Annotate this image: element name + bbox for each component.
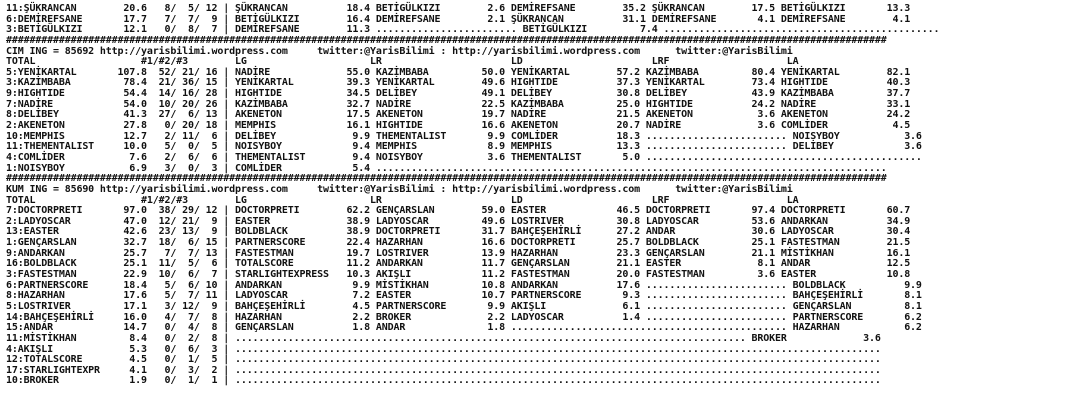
- text-line: 17:STARLIGHTEXPR 4.1 0/ 3/ 2 | ..............................................................................................................: [6, 364, 881, 376]
- text-line: 4:AKIŞLI 5.3 0/ 6/ 3 | ..............................................................................................................: [6, 343, 881, 355]
- text-line: 6:DEMİREFSANE 17.7 7/ 7/ 9 | BETİGÜLKIZI 16.4 DEMİREFSANE 2.1 ŞÜKRANCAN 31.1 DEMİREFSANE 4.1 DEMİREFSANE 4.1: [6, 13, 911, 25]
- text-line: 11:MİSTİKHAN 8.4 0/ 2/ 8 | ....................................................................................... BROKER 3.6: [6, 332, 881, 344]
- text-line: 3:KAZİMBABA 78.4 21/ 36/ 15 | YENİKARTAL 39.3 YENİKARTAL 49.6 HIGHTIDE 37.3 YENİKARTAL 73.4 HIGHTIDE 40.3: [6, 77, 911, 89]
- separator-line: ######################################################################################################################################################: [6, 173, 887, 185]
- text-line: 15:ANDAR 14.7 0/ 4/ 8 | GENÇARSLAN 1.8 ANDAR 1.8 ............................................... HAZARHAN 6.2: [6, 322, 922, 334]
- separator-line: ######################################################################################################################################################: [6, 34, 887, 46]
- text-line: TOTAL #1/#2/#3 LG LR LD LRF LA: [6, 194, 799, 206]
- text-line: 12:TOTALSCORE 4.5 0/ 1/ 5 | ..............................................................................................................: [6, 354, 881, 366]
- text-line: 16:BOLDBLACK 25.1 11/ 5/ 6 | TOTALSCORE 11.2 ANDARKAN 11.7 GENÇARSLAN 21.1 EASTER 8.1 ANDAR 12.5: [6, 258, 911, 270]
- text-line: 1:NOISYBOY 6.9 3/ 0/ 3 | COMLİDER 5.4 .......................................................................................: [6, 162, 887, 174]
- text-line: 8:HAZARHAN 17.6 5/ 7/ 11 | LADYOSCAR 7.2 EASTER 10.7 PARTNERSCORE 9.3 ........................ BAHÇEŞEHİRLİ 8.1: [6, 290, 922, 302]
- text-line: 14:BAHÇEŞEHİRLİ 16.0 4/ 7/ 8 | HAZARHAN 2.2 BROKER 2.2 LADYOSCAR 1.4 ........................ PARTNERSCORE 6.2: [6, 311, 922, 323]
- text-line: 4:COMLİDER 7.6 2/ 6/ 6 | THEMENTALIST 9.4 NOISYBOY 3.6 THEMENTALIST 5.0 ...............................................: [6, 151, 922, 163]
- text-line: 2:AKENETON 27.8 0/ 20/ 18 | MEMPHIS 16.1 HIGHTIDE 16.6 AKENETON 20.7 NADİRE 3.6 COMLİDER 4.5: [6, 120, 911, 132]
- text-line: 5:LOSTRIVER 17.1 3/ 12/ 9 | BAHÇEŞEHİRLİ 4.5 PARTNERSCORE 9.9 AKIŞLI 6.1 ........................ GENÇARSLAN 8.1: [6, 300, 922, 312]
- text-line: 7:DOCTORPRETI 97.0 38/ 29/ 12 | DOCTORPRETI 62.2 GENÇARSLAN 59.0 EASTER 46.5 DOCTORPRETI 97.4 DOCTORPRETI 60.7: [6, 205, 911, 217]
- text-line: 8:DELİBEY 41.3 27/ 6/ 13 | AKENETON 17.5 AKENETON 19.7 NADİRE 21.5 AKENETON 3.6 AKENETON 24.2: [6, 109, 911, 121]
- text-line: 9:ANDARKAN 25.7 7/ 7/ 13 | FASTESTMAN 19.7 LOSTRIVER 13.9 HAZARHAN 23.3 GENÇARSLAN 21.1 MİSTİKHAN 16.1: [6, 247, 911, 259]
- text-line: 11:ŞÜKRANCAN 20.6 8/ 5/ 12 | ŞÜKRANCAN 18.4 BETİGÜLKIZI 2.6 DEMİREFSANE 35.2 ŞÜKRANCAN 17.5 BETİGÜLKIZI 13.3: [6, 3, 911, 14]
- text-line: 3:BETİGÜLKIZI 12.1 0/ 8/ 7 | DEMİREFSANE 11.3 ........................ BETİGÜLKIZI 7.4 ...............................................: [6, 24, 940, 36]
- text-line: 5:YENİKARTAL 107.8 52/ 21/ 16 | NADİRE 55.0 KAZİMBABA 50.0 YENİKARTAL 57.2 KAZİMBABA 80.4 YENİKARTAL 82.1: [6, 66, 911, 78]
- text-line: CIM ING = 85692 http://yarisbilimi.wordpress.com twitter:@YarisBilimi : http://yarisbilimi.wordpress.com twitter:@YarisBilimi: [6, 45, 793, 57]
- text-line: 11:THEMENTALIST 10.0 5/ 0/ 5 | NOISYBOY 9.4 MEMPHIS 8.9 MEMPHIS 13.3 ........................ DELİBEY 3.6: [6, 141, 922, 153]
- text-line: 3:FASTESTMAN 22.9 10/ 6/ 7 | STARLIGHTEXPRESS 10.3 AKIŞLI 11.2 FASTESTMAN 20.0 FASTESTMAN 3.6 EASTER 10.8: [6, 269, 911, 281]
- text-line: 7:NADİRE 54.0 10/ 20/ 26 | KAZİMBABA 32.7 NADİRE 22.5 KAZİMBABA 25.0 HIGHTIDE 24.2 NADİRE 33.1: [6, 98, 911, 110]
- text-line: 2:LADYOSCAR 47.0 12/ 21/ 9 | EASTER 38.9 LADYOSCAR 49.6 LOSTRIVER 30.8 LADYOSCAR 53.6 ANDARKAN 34.9: [6, 215, 911, 227]
- text-line: 10:MEMPHIS 12.7 2/ 11/ 6 | DELİBEY 9.9 THEMENTALIST 9.9 COMLİDER 18.3 ........................ NOISYBOY 3.6: [6, 130, 922, 142]
- text-line: 10:BROKER 1.9 0/ 1/ 1 | ..............................................................................................................: [6, 375, 881, 387]
- monospace-results-table: [6, 4, 1077, 387]
- text-line: 13:EASTER 42.6 23/ 13/ 9 | BOLDBLACK 38.9 DOCTORPRETI 31.7 BAHÇEŞEHİRLİ 27.2 ANDAR 30.6 LADYOSCAR 30.4: [6, 226, 911, 238]
- text-line: 1:GENÇARSLAN 32.7 18/ 6/ 15 | PARTNERSCORE 22.4 HAZARHAN 16.6 DOCTORPRETI 25.7 BOLDBLACK 25.1 FASTESTMAN 21.5: [6, 237, 911, 249]
- text-line: 9:HIGHTIDE 54.4 14/ 16/ 28 | HIGHTIDE 34.5 DELİBEY 49.1 DELİBEY 30.8 DELİBEY 43.9 KAZİMBABA 37.7: [6, 88, 911, 100]
- text-line: 6:PARTNERSCORE 18.4 5/ 6/ 10 | ANDARKAN 9.9 MİSTİKHAN 10.8 ANDARKAN 17.6 ........................ BOLDBLACK 9.9: [6, 279, 922, 291]
- text-line: KUM ING = 85690 http://yarisbilimi.wordpress.com twitter:@YarisBilimi : http://yarisbilimi.wordpress.com twitter:@YarisBilimi: [6, 183, 793, 195]
- text-line: TOTAL #1/#2/#3 LG LR LD LRF LA: [6, 56, 799, 68]
